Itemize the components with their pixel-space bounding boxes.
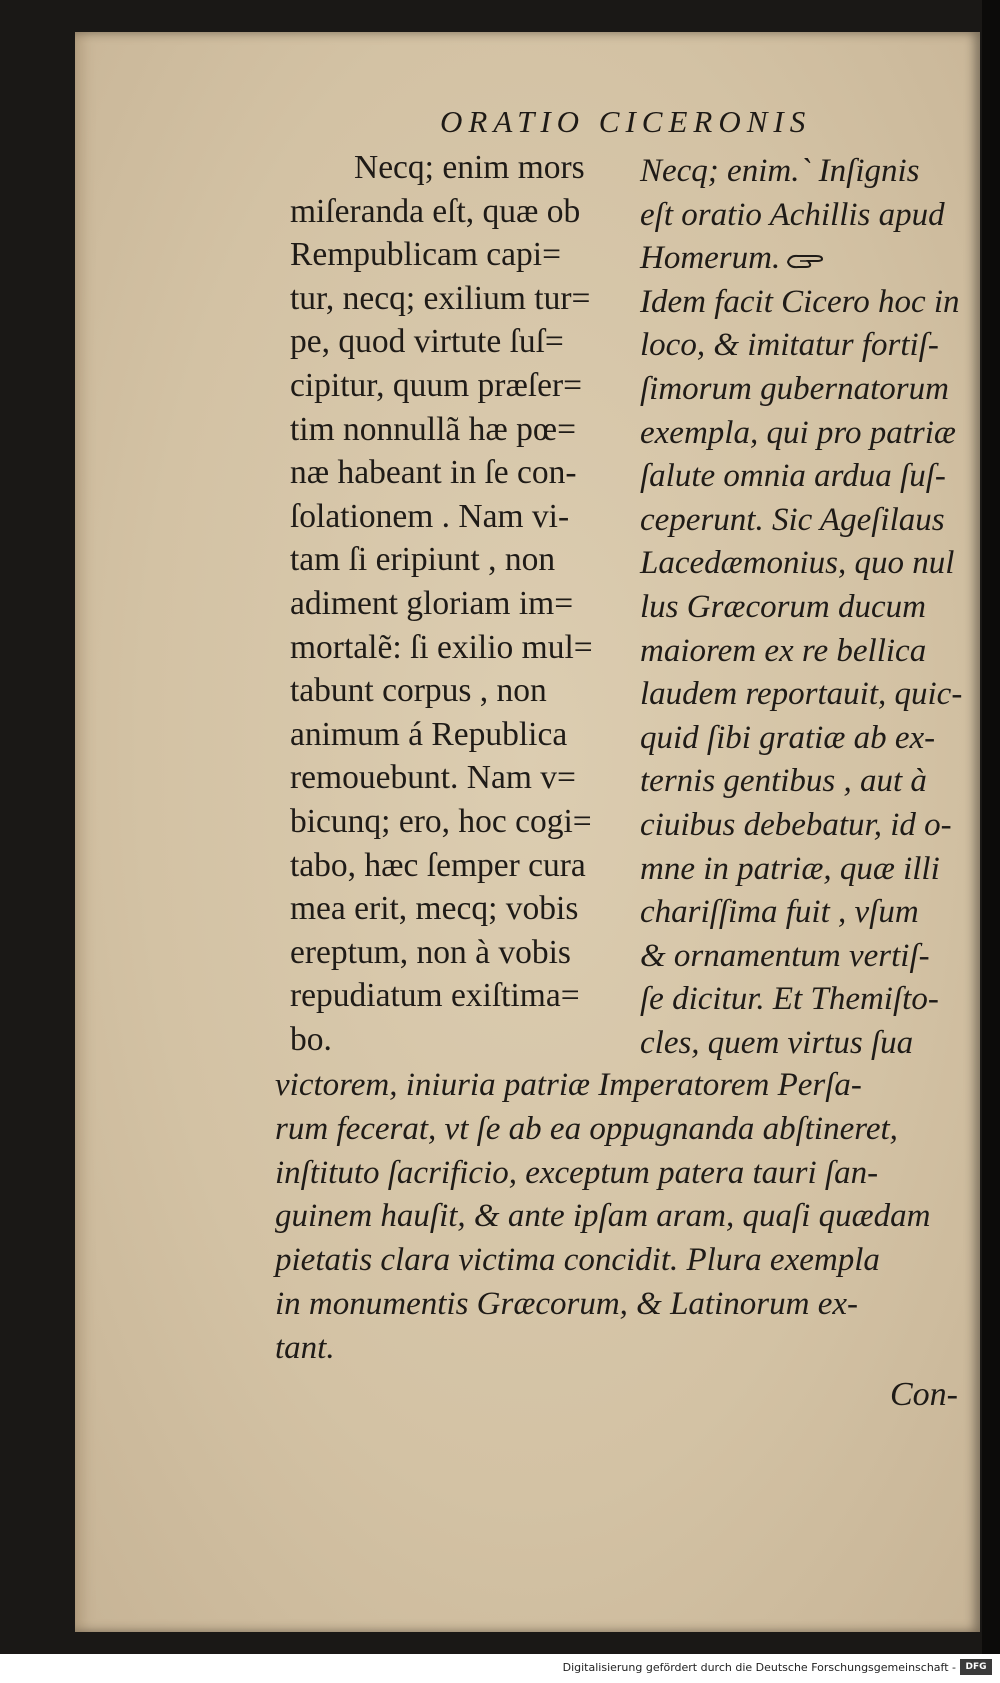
main-line: adiment gloriam im=	[290, 584, 574, 622]
main-line: tabunt corpus , non	[290, 672, 547, 710]
commentary-line: maiorem ex re bellica	[640, 632, 927, 669]
commentary-line: mne in patriæ, quæ illi	[640, 850, 940, 887]
main-line: cipitur, quum præſer=	[290, 366, 583, 404]
main-line: Rempublicam capi=	[290, 236, 561, 274]
main-line: bicunq; ero, hoc cogi=	[290, 802, 592, 840]
commentary-full-width	[275, 1064, 975, 1371]
commentary-line	[640, 237, 976, 281]
main-line: ereptum, non à vobis	[290, 933, 571, 971]
main-line: mea erit, mecq; vobis	[290, 890, 579, 928]
main-line: repudiatum exiſtima=	[290, 977, 580, 1015]
dfg-logo-icon: DFG	[960, 1659, 992, 1675]
commentary-line: quid ſibi gratiæ ab ex-	[640, 719, 936, 756]
commentary-line: chariſſima fuit , vſum	[640, 894, 919, 931]
main-line: animum á Republica	[290, 715, 568, 753]
main-line: bo.	[290, 1020, 332, 1058]
main-line: pe, quod virtute ſuſ=	[290, 323, 564, 361]
commentary-line: ceperunt. Sic Ageſilaus	[640, 501, 945, 538]
commentary-line: guinem hauſit, & ante ipſam aram, quaſi quædam	[275, 1198, 931, 1235]
commentary-line: ſe dicitur. Et Themiſto-	[640, 981, 939, 1018]
commentary-line: ſimorum gubernatorum	[640, 370, 949, 407]
main-line: tur, necq; exilium tur=	[290, 279, 591, 317]
commentary-column	[640, 150, 976, 1065]
footer-bar	[0, 1654, 1000, 1683]
commentary-line: victorem, iniuria patriæ Imperatorem Perſa-	[275, 1067, 862, 1103]
commentary-line: eſt oratio Achillis apud	[640, 196, 945, 233]
commentary-line: pietatis clara victima concidit. Plura exempla	[275, 1242, 880, 1279]
main-line: næ habeant in ſe con-	[290, 454, 577, 492]
main-line: remouebunt. Nam v=	[290, 759, 576, 797]
commentary-line: laudem reportauit, quic-	[640, 676, 963, 713]
commentary-line-text: Homerum.	[640, 240, 781, 277]
commentary-line: & ornamentum vertiſ-	[640, 937, 930, 974]
pointing-hand-icon	[786, 250, 826, 272]
commentary-line: Lacedæmonius, quo nul	[640, 545, 955, 582]
commentary-line: tant.	[275, 1329, 335, 1366]
main-line: tabo, hæc ſemper cura	[290, 846, 586, 884]
main-line: tim nonnullã hæ pœ=	[290, 410, 576, 448]
main-line: Necq; enim mors	[354, 149, 585, 186]
commentary-line: ſalute omnia ardua ſuſ-	[640, 458, 946, 495]
commentary-line: Idem facit Cicero hoc in	[640, 283, 960, 320]
main-text-column	[290, 146, 625, 1061]
commentary-line: Necq; enim.` Inſignis	[640, 153, 920, 189]
commentary-line: in monumentis Græcorum, & Latinorum ex-	[275, 1285, 858, 1322]
main-line: mortalẽ: ſi exilio mul=	[290, 628, 593, 666]
commentary-line: exempla, qui pro patriæ	[640, 414, 956, 451]
main-line: miſeranda eſt, quæ ob	[290, 192, 581, 230]
footer-credit: Digitalisierung gefördert durch die Deutsche Forschungsgemeinschaft -	[562, 1661, 956, 1674]
commentary-line: ciuibus debebatur, id o-	[640, 806, 952, 843]
catchword: Con-	[890, 1376, 958, 1413]
commentary-line: inſtituto ſacrificio, exceptum patera tauri ſan-	[275, 1154, 879, 1191]
running-title: ORATIO CICERONIS	[440, 104, 812, 139]
commentary-line: ternis gentibus , aut à	[640, 763, 927, 800]
commentary-line: lus Græcorum ducum	[640, 588, 926, 625]
scan-edge	[982, 0, 1000, 1683]
commentary-line: loco, & imitatur fortiſ-	[640, 327, 939, 364]
commentary-line: rum fecerat, vt ſe ab ea oppugnanda abſtineret,	[275, 1110, 898, 1147]
main-line: ſolationem . Nam vi-	[290, 497, 570, 535]
main-line: tam ſi eripiunt , non	[290, 541, 556, 579]
commentary-line: cles, quem virtus ſua	[640, 1024, 914, 1061]
